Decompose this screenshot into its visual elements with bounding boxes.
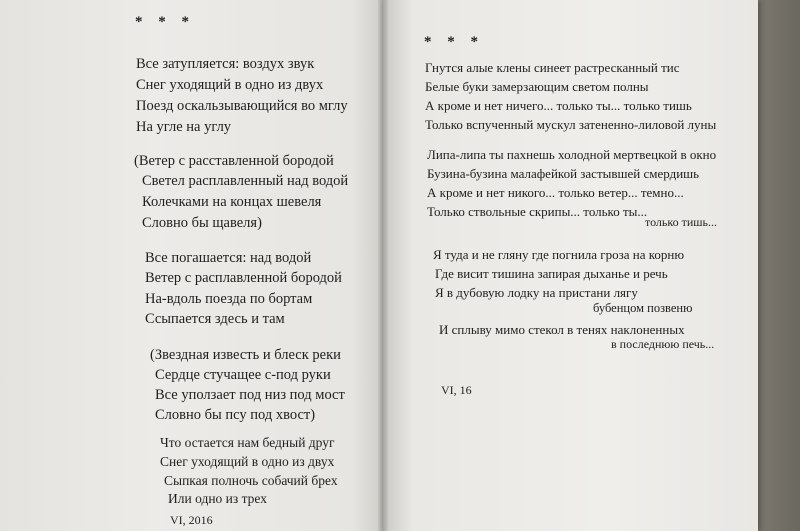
right-poem-line: в последнюю печь... [611, 337, 715, 351]
left-poem-line: Все затупляется: воздух звук [136, 56, 315, 72]
left-poem-date: VI, 2016 [170, 513, 213, 527]
left-page [0, 0, 383, 531]
left-poem-line: Сыпкая полночь собачий брех [164, 473, 338, 488]
right-page [383, 0, 758, 531]
book-spine-gutter [378, 0, 388, 531]
left-poem-line: Словно бы псу под хвост) [155, 407, 316, 423]
left-poem-line: Ссыпается здесь и там [145, 311, 285, 327]
left-poem-line: Все погашается: над водой [145, 250, 312, 266]
left-poem-line: Снег уходящий в одно из двух [160, 454, 335, 469]
right-section-stars: * * * [424, 34, 484, 50]
left-poem-line: Светел расплавленный над водой [142, 173, 349, 189]
right-poem-line: Я в дубовую лодку на пристани лягу [435, 285, 638, 300]
right-poem-line: Только вспученный мускул затененно-лиловой луны [425, 117, 717, 132]
right-poem-line: Только ствольные скрипы... только ты... [427, 204, 648, 219]
left-poem-line: На угле на углу [136, 119, 232, 135]
left-poem-line: Сердце стучащее с-под руки [155, 367, 331, 383]
left-poem-line: Поезд оскальзывающийся во мглу [136, 98, 348, 114]
left-poem-line: (Ветер с расставленной бородой [134, 153, 334, 169]
left-poem-line: Ветер с расплавленной бородой [145, 270, 342, 286]
left-poem-line: На-вдоль поезда по бортам [145, 291, 313, 307]
right-poem-line: бубенцом позвеню [593, 301, 693, 315]
left-poem-line: Колечками на концах шевеля [142, 194, 322, 210]
right-poem-line: Белые буки замерзающим светом полны [425, 79, 649, 94]
right-poem-line: Гнутся алые клены синеет растресканный тис [425, 60, 680, 75]
left-poem-line: Все уползает под низ под мост [155, 387, 345, 403]
right-poem-line: А кроме и нет ничего... только ты... только тишь [425, 98, 692, 113]
left-poem-line: Снег уходящий в одно из двух [136, 77, 324, 93]
left-poem-line: Что остается нам бедный друг [160, 435, 335, 450]
left-poem-line: (Звездная известь и блеск реки [150, 347, 341, 363]
right-poem-line: Где висит тишина запирая дыханье и речь [435, 266, 668, 281]
right-poem-line: Липа-липа ты пахнешь холодной мертвецкой в окно [427, 147, 717, 162]
right-poem-line: только тишь... [645, 215, 717, 229]
left-section-stars: * * * [135, 14, 195, 30]
right-poem-line: Я туда и не гляну где погнила гроза на корню [433, 247, 685, 262]
right-poem-line: А кроме и нет никого... только ветер... темно... [427, 185, 684, 200]
right-poem-line: Бузина-бузина малафейкой застывшей смердишь [427, 166, 700, 181]
right-poem-line: И сплыву мимо стекол в тенях наклоненных [439, 322, 685, 337]
right-poem-date: VI, 16 [441, 383, 472, 397]
left-poem-line: Словно бы щавеля) [142, 215, 262, 231]
left-poem-line: Или одно из трех [168, 491, 267, 506]
